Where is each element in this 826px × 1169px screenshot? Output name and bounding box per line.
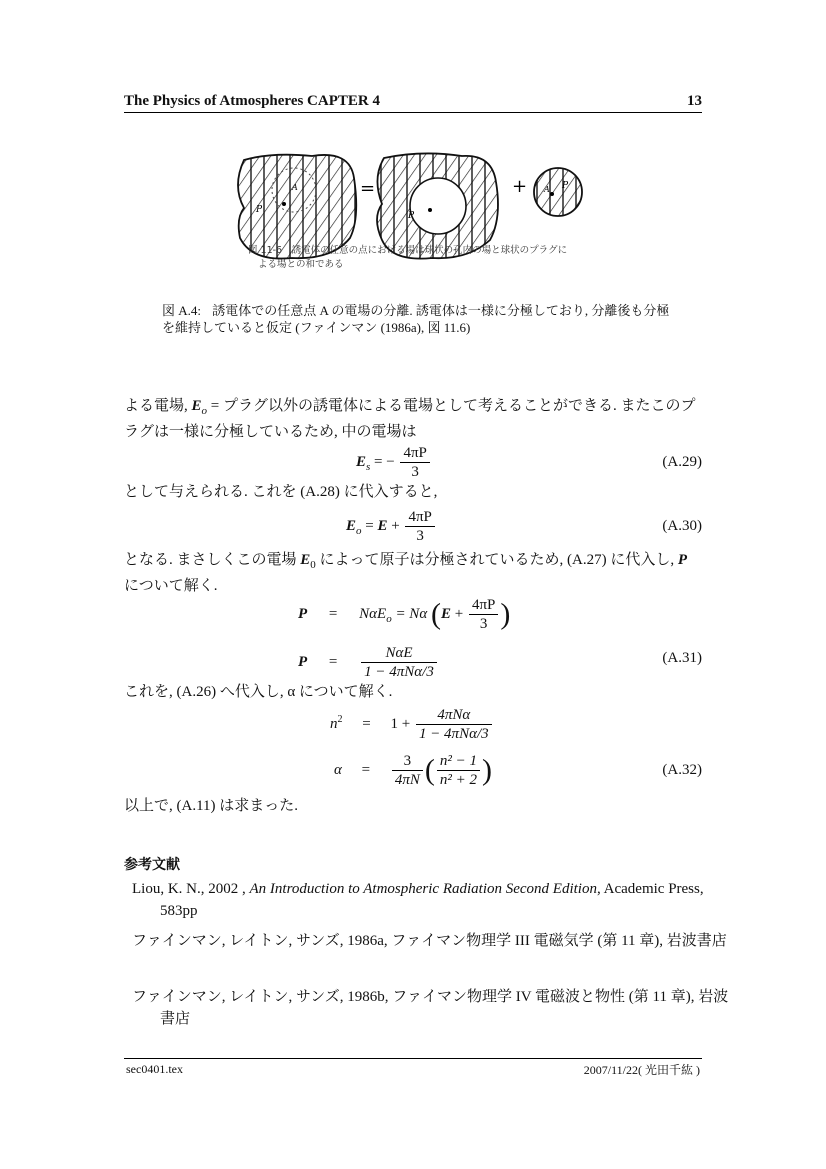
- dielectric-blob-cavity: [377, 153, 498, 258]
- figure-caption: [162, 302, 682, 336]
- footer-file: sec0401.tex: [126, 1062, 183, 1076]
- eq29-denominator: 3: [411, 464, 419, 480]
- figure-inner-caption-line2: よる場との和である: [258, 259, 344, 270]
- reference-2-rest: ファイマン物理学 III 電磁気学 (第 11 章), 岩波書店: [391, 933, 727, 949]
- eq31-line2-fraction: [361, 644, 437, 681]
- eq32-line1-lhs: n: [330, 715, 338, 732]
- equals-sign: =: [360, 178, 376, 199]
- references-title: 参考文献: [124, 857, 180, 873]
- reference-3-authors: ファインマン, レイトン, サンズ, 1986b,: [132, 989, 393, 1005]
- reference-item: [132, 986, 732, 1030]
- eq29-number: (A.29): [662, 454, 702, 470]
- eq32-line2-fraction: [392, 752, 423, 789]
- paragraph-1-text-b: = プラグ以外の誘電体による電場として考えることができる. またこのプラグは一様に分極しているため, 中の電場は: [124, 398, 696, 440]
- eq30-lhs: E: [346, 517, 357, 534]
- paragraph-5: 以上で, (A.11) は求まった.: [124, 798, 299, 814]
- label-p-middle: P: [408, 211, 415, 221]
- reference-item: [132, 878, 732, 922]
- spherical-plug: [534, 168, 582, 216]
- footer-date-author: 2007/11/22( 光田千紘 ): [583, 1063, 700, 1077]
- eq32-line2-lhs: α: [334, 761, 342, 778]
- eq32-inner-denominator: n² + 2: [439, 772, 477, 788]
- eq31-line1-rhs: NαE: [359, 605, 387, 622]
- equation-a32: [124, 706, 702, 800]
- figure-caption-label: 図 A.4:: [162, 303, 202, 318]
- eq29-numerator: 4πP: [400, 444, 429, 463]
- eq32-inner-fraction: [437, 752, 480, 789]
- paragraph-3: [124, 550, 704, 597]
- page-header: [124, 88, 702, 113]
- eq30-plus: +: [391, 517, 400, 534]
- eq29-lhs-sub: s: [366, 460, 371, 473]
- eq29-equals: = −: [374, 453, 395, 470]
- paragraph-3-text-a: となる. まさしくこの電場: [124, 552, 301, 568]
- eq31-paren-close: ): [500, 597, 511, 631]
- eq31-line1-numerator: 4πP: [469, 596, 498, 615]
- eq32-line1-numerator: 4πNα: [416, 706, 492, 725]
- eq30-denominator: 3: [416, 528, 424, 544]
- eq31-line1-rhs-sub: o: [386, 612, 392, 625]
- eq32-line1-denominator: 1 − 4πNα/3: [418, 726, 489, 742]
- reference-1-authors: Liou, K. N., 2002 ,: [132, 881, 250, 897]
- eq31-line2-equals: =: [328, 653, 338, 670]
- figure-inner-caption-line1: 図 11-6 誘電体の任意の点における場は球状の孔内の場と球状のプラグに: [248, 245, 568, 256]
- eq30-equals: =: [365, 517, 374, 534]
- paragraph-3-symbol: E: [300, 552, 311, 568]
- eq31-line1-lhs: P: [298, 605, 308, 622]
- eq31-line1-equals: =: [328, 605, 338, 622]
- eq30-fraction: [405, 508, 434, 545]
- reference-2-authors: ファインマン, レイトン, サンズ, 1986a,: [132, 933, 392, 949]
- equation-a29: [124, 444, 702, 484]
- eq31-line2-lhs: P: [298, 653, 308, 670]
- eq31-line1-rhs2: = Nα: [395, 605, 428, 622]
- reference-1-rest: , Academic Press, 583pp: [160, 881, 704, 919]
- paragraph-3-symbol-p: P: [677, 552, 688, 568]
- plus-sign: +: [512, 176, 528, 197]
- eq29-lhs: E: [356, 453, 367, 470]
- label-p-plug: P: [562, 181, 569, 191]
- eq30-term: E: [377, 517, 388, 534]
- eq31-line1-denominator: 3: [479, 616, 488, 632]
- eq32-inner-numerator: n² − 1: [437, 752, 480, 771]
- eq31-line1-inner: E: [440, 605, 451, 622]
- page-number: 13: [687, 93, 702, 109]
- eq31-line1-fraction: [469, 596, 498, 633]
- label-a-plug: A: [544, 185, 550, 194]
- reference-1-title: An Introduction to Atmospheric Radiation Second Edition: [249, 881, 597, 897]
- eq32-line1-equals: =: [362, 715, 371, 732]
- running-title: The Physics of Atmospheres CAPTER 4: [124, 93, 380, 109]
- reference-item: [132, 930, 732, 952]
- eq30-lhs-sub: o: [356, 524, 362, 537]
- eq32-line2-denominator: 4πN: [394, 772, 420, 788]
- paragraph-3-text-b: によって原子は分極されているため, (A.27) に代入し,: [315, 552, 678, 568]
- eq30-number: (A.30): [662, 518, 702, 534]
- figure-inner-caption: [248, 244, 608, 272]
- paragraph-1-text-a: よる電場,: [124, 398, 192, 414]
- eq32-paren-open: (: [424, 753, 435, 787]
- label-p-left: P: [256, 205, 263, 215]
- eq32-paren-close: ): [482, 753, 492, 787]
- paragraph-3-subscript: 0: [310, 559, 316, 571]
- paragraph-1-symbol: E: [191, 398, 202, 414]
- eq29-fraction: [400, 444, 429, 481]
- reference-3-rest: ファイマン物理学 IV 電磁波と物性 (第 11 章), 岩波書店: [160, 989, 729, 1027]
- figure-caption-text: 誘電体での任意点 A の電場の分離. 誘電体は一様に分極しており, 分離後も分極を維持していると仮定 (ファインマン (1986a), 図 11.6): [162, 303, 670, 335]
- page-footer: [124, 1058, 702, 1080]
- equation-a31: [124, 596, 702, 688]
- paragraph-1-subscript: o: [201, 405, 208, 417]
- eq32-number: (A.32): [662, 762, 702, 778]
- paragraph-2: として与えられる. これを (A.28) に代入すると,: [124, 484, 438, 500]
- eq31-line1-plus: +: [454, 605, 464, 622]
- eq30-numerator: 4πP: [405, 508, 434, 527]
- eq32-line2-equals: =: [361, 761, 371, 778]
- eq31-paren-open: (: [430, 597, 441, 631]
- eq32-line1-fraction: [416, 706, 492, 743]
- paragraph-4: これを, (A.26) へ代入し, α について解く.: [124, 684, 393, 700]
- eq32-line1-rhs: 1 +: [390, 715, 411, 732]
- paragraph-1: [124, 396, 704, 443]
- eq31-number: (A.31): [662, 650, 702, 666]
- paragraph-3-text-c: について解く.: [124, 578, 218, 594]
- eq32-line1-sup: 2: [337, 713, 343, 725]
- equation-a30: [124, 508, 702, 548]
- eq31-line2-denominator: 1 − 4πNα/3: [364, 664, 434, 680]
- eq32-line2-numerator: 3: [392, 752, 423, 771]
- eq31-line2-numerator: NαE: [361, 644, 437, 663]
- label-a-left: A: [292, 183, 298, 192]
